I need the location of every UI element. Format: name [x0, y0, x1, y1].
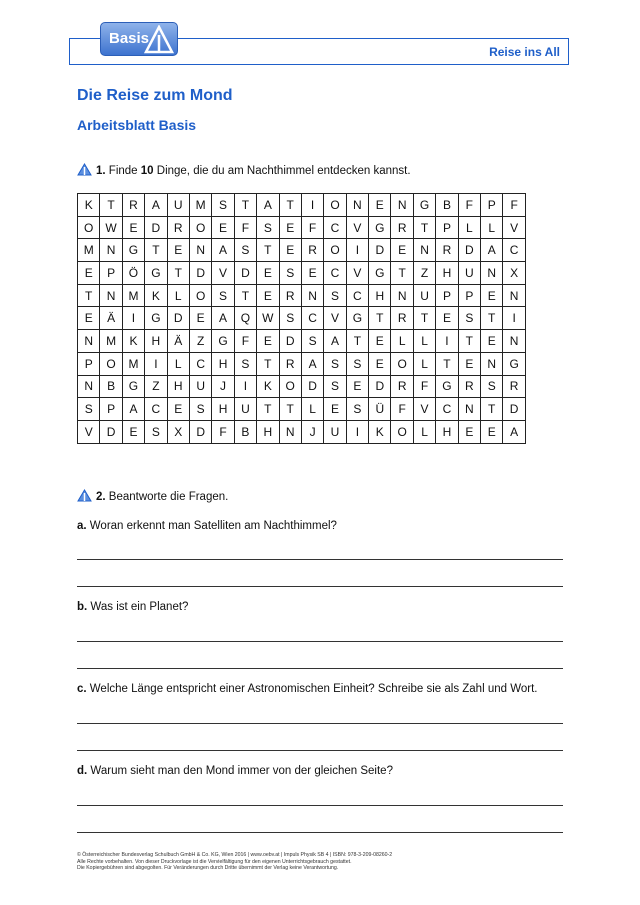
grid-cell[interactable]: P — [436, 216, 458, 239]
question-label: d. — [77, 765, 88, 777]
grid-cell[interactable]: C — [145, 398, 167, 421]
grid-row — [78, 194, 526, 217]
grid-cell[interactable]: E — [122, 420, 144, 443]
grid-cell[interactable]: N — [78, 330, 100, 353]
grid-cell[interactable]: E — [189, 307, 211, 330]
grid-cell[interactable]: N — [189, 239, 211, 262]
grid-cell[interactable]: E — [458, 352, 480, 375]
question-b — [77, 601, 188, 613]
grid-cell[interactable]: R — [391, 307, 413, 330]
grid-cell[interactable]: M — [78, 239, 100, 262]
grid-cell[interactable]: E — [122, 216, 144, 239]
level-triangle-icon — [77, 489, 92, 502]
grid-cell[interactable]: T — [234, 194, 256, 217]
grid-cell[interactable]: E — [391, 239, 413, 262]
answer-line[interactable] — [77, 832, 563, 833]
grid-cell[interactable]: T — [391, 262, 413, 285]
grid-cell[interactable]: N — [100, 239, 122, 262]
grid-cell[interactable]: D — [279, 330, 301, 353]
level-triangle-icon — [77, 163, 92, 176]
grid-cell[interactable]: J — [301, 420, 323, 443]
grid-cell[interactable]: S — [212, 284, 234, 307]
question-text: Woran erkennt man Satelliten am Nachthimmel? — [86, 520, 337, 532]
grid-cell[interactable]: L — [167, 284, 189, 307]
grid-cell[interactable]: L — [413, 352, 435, 375]
grid-cell[interactable]: I — [436, 330, 458, 353]
grid-cell[interactable]: I — [346, 239, 368, 262]
grid-cell[interactable]: M — [189, 194, 211, 217]
grid-cell[interactable]: G — [369, 262, 391, 285]
grid-row — [78, 262, 526, 285]
footer-line: Die Kopiergebühren sind abgegolten. Für Veränderungen durch Dritte übernimmt der Verlag keine Verantwortung. — [77, 865, 339, 871]
grid-cell[interactable]: H — [436, 262, 458, 285]
grid-cell[interactable]: F — [458, 194, 480, 217]
task-1-text-pre: Finde — [108, 165, 141, 177]
grid-cell[interactable]: T — [279, 398, 301, 421]
question-text: Welche Länge entspricht einer Astronomischen Einheit? Schreibe sie als Zahl und Wort. — [86, 683, 538, 695]
grid-cell[interactable]: L — [458, 216, 480, 239]
grid-cell[interactable]: T — [145, 239, 167, 262]
grid-cell[interactable]: C — [324, 262, 346, 285]
grid-cell[interactable]: P — [78, 352, 100, 375]
answer-line[interactable] — [77, 668, 563, 669]
grid-cell[interactable]: Ä — [100, 307, 122, 330]
grid-cell[interactable]: G — [212, 330, 234, 353]
grid-cell[interactable]: G — [369, 216, 391, 239]
grid-cell[interactable]: P — [100, 262, 122, 285]
grid-cell[interactable]: N — [503, 330, 525, 353]
basis-badge — [100, 22, 178, 56]
grid-cell[interactable]: F — [301, 216, 323, 239]
grid-cell[interactable]: P — [458, 284, 480, 307]
grid-cell[interactable]: R — [279, 352, 301, 375]
grid-cell[interactable]: T — [436, 352, 458, 375]
grid-cell[interactable]: T — [167, 262, 189, 285]
word-search-grid — [77, 193, 526, 444]
grid-cell[interactable]: Q — [234, 307, 256, 330]
grid-cell[interactable]: G — [503, 352, 525, 375]
grid-cell[interactable]: X — [167, 420, 189, 443]
grid-cell[interactable]: E — [257, 284, 279, 307]
grid-cell[interactable]: O — [391, 352, 413, 375]
task-1-text-post: Dinge, die du am Nachthimmel entdecken kannst. — [153, 165, 411, 177]
grid-cell[interactable]: D — [369, 375, 391, 398]
grid-cell[interactable]: P — [481, 194, 503, 217]
grid-cell[interactable]: S — [346, 398, 368, 421]
grid-cell[interactable]: V — [78, 420, 100, 443]
grid-cell[interactable]: S — [257, 216, 279, 239]
grid-cell[interactable]: G — [413, 194, 435, 217]
grid-cell[interactable]: D — [503, 398, 525, 421]
grid-cell[interactable]: T — [78, 284, 100, 307]
question-c — [77, 683, 537, 695]
question-d — [77, 765, 393, 777]
grid-cell[interactable]: G — [346, 307, 368, 330]
grid-cell[interactable]: Ä — [167, 330, 189, 353]
grid-cell[interactable]: N — [346, 194, 368, 217]
grid-row — [78, 375, 526, 398]
task-1-number: 1. — [96, 165, 106, 177]
question-text: Was ist ein Planet? — [87, 601, 189, 613]
grid-row — [78, 239, 526, 262]
answer-line[interactable] — [77, 586, 563, 587]
grid-cell[interactable]: T — [413, 216, 435, 239]
grid-cell[interactable]: V — [212, 262, 234, 285]
grid-cell[interactable]: E — [78, 307, 100, 330]
footer — [77, 852, 392, 872]
task-2-number: 2. — [96, 491, 106, 503]
grid-cell[interactable]: I — [122, 307, 144, 330]
grid-cell[interactable]: E — [167, 239, 189, 262]
grid-cell[interactable]: D — [100, 420, 122, 443]
grid-cell[interactable]: O — [100, 352, 122, 375]
grid-cell[interactable]: M — [100, 330, 122, 353]
grid-cell[interactable]: U — [189, 375, 211, 398]
grid-cell[interactable]: D — [458, 239, 480, 262]
grid-cell[interactable]: Z — [413, 262, 435, 285]
grid-cell[interactable]: S — [78, 398, 100, 421]
grid-cell[interactable]: D — [301, 375, 323, 398]
grid-row — [78, 216, 526, 239]
grid-cell[interactable]: C — [436, 398, 458, 421]
grid-cell[interactable]: N — [391, 194, 413, 217]
grid-cell[interactable]: G — [145, 307, 167, 330]
badge-label: Basis — [109, 30, 150, 47]
grid-cell[interactable]: L — [391, 330, 413, 353]
grid-cell[interactable]: T — [458, 330, 480, 353]
grid-cell[interactable]: A — [212, 239, 234, 262]
grid-cell[interactable]: W — [100, 216, 122, 239]
grid-cell[interactable]: M — [122, 284, 144, 307]
grid-cell[interactable]: V — [346, 216, 368, 239]
grid-cell[interactable]: E — [369, 194, 391, 217]
grid-cell[interactable]: D — [167, 307, 189, 330]
grid-cell[interactable]: S — [481, 375, 503, 398]
page-subtitle: Arbeitsblatt Basis — [77, 117, 197, 133]
task-2-text: Beantworte die Fragen. — [105, 491, 229, 503]
grid-cell[interactable]: T — [346, 330, 368, 353]
grid-cell[interactable]: E — [279, 216, 301, 239]
grid-cell[interactable]: H — [436, 420, 458, 443]
grid-cell[interactable]: K — [78, 194, 100, 217]
grid-cell[interactable]: Ö — [122, 262, 144, 285]
grid-row — [78, 330, 526, 353]
grid-cell[interactable]: H — [145, 330, 167, 353]
grid-cell[interactable]: I — [145, 352, 167, 375]
grid-cell[interactable]: F — [503, 194, 525, 217]
grid-cell[interactable]: N — [458, 398, 480, 421]
task-2-instruction — [77, 489, 228, 503]
grid-cell[interactable]: L — [167, 352, 189, 375]
grid-cell[interactable]: B — [234, 420, 256, 443]
grid-cell[interactable]: Z — [189, 330, 211, 353]
grid-cell[interactable]: T — [413, 307, 435, 330]
task-1-count: 10 — [140, 165, 154, 177]
grid-cell[interactable]: T — [481, 398, 503, 421]
grid-cell[interactable]: O — [279, 375, 301, 398]
grid-cell[interactable]: S — [279, 262, 301, 285]
grid-cell[interactable]: D — [189, 262, 211, 285]
grid-cell[interactable]: R — [391, 216, 413, 239]
question-label: b. — [77, 601, 88, 613]
grid-cell[interactable]: S — [324, 352, 346, 375]
grid-cell[interactable]: U — [167, 194, 189, 217]
grid-cell[interactable]: D — [234, 262, 256, 285]
grid-cell[interactable]: E — [481, 330, 503, 353]
grid-cell[interactable]: E — [301, 262, 323, 285]
footer-line: Alle Rechte vorbehalten. Von dieser Druckvorlage ist die Vervielfältigung für den eigenen Unterrichtsgebrauch gestattet. — [77, 858, 352, 865]
grid-cell[interactable]: T — [481, 307, 503, 330]
grid-cell[interactable]: B — [436, 194, 458, 217]
grid-cell[interactable]: R — [122, 194, 144, 217]
grid-cell[interactable]: U — [413, 284, 435, 307]
answer-line[interactable] — [77, 750, 563, 751]
grid-cell[interactable]: C — [324, 216, 346, 239]
grid-cell[interactable]: O — [78, 216, 100, 239]
grid-cell[interactable]: O — [324, 239, 346, 262]
grid-cell[interactable]: F — [212, 420, 234, 443]
grid-cell[interactable]: N — [391, 284, 413, 307]
answer-line[interactable] — [77, 641, 563, 642]
grid-cell[interactable]: G — [122, 375, 144, 398]
grid-cell[interactable]: K — [257, 375, 279, 398]
grid-cell[interactable]: E — [369, 330, 391, 353]
grid-cell[interactable]: E — [279, 239, 301, 262]
grid-cell[interactable]: C — [503, 239, 525, 262]
grid-cell[interactable]: B — [100, 375, 122, 398]
grid-cell[interactable]: E — [481, 420, 503, 443]
grid-cell[interactable]: S — [145, 420, 167, 443]
section-title: Reise ins All — [489, 45, 560, 59]
grid-cell[interactable]: T — [257, 239, 279, 262]
grid-cell[interactable]: D — [369, 239, 391, 262]
grid-cell[interactable]: R — [436, 239, 458, 262]
grid-cell[interactable]: E — [324, 398, 346, 421]
footer-line: © Österreichischer Bundesverlag Schulbuch GmbH & Co. KG, Wien 2016 | www.oebv.at | Impuls Physik SB 4 | ISBN: 978-3-209-08260-2 — [77, 852, 393, 858]
grid-cell[interactable]: N — [100, 284, 122, 307]
grid-cell[interactable]: S — [346, 352, 368, 375]
grid-row — [78, 284, 526, 307]
grid-cell[interactable]: T — [100, 194, 122, 217]
grid-cell[interactable]: S — [324, 284, 346, 307]
grid-cell[interactable]: E — [369, 352, 391, 375]
grid-cell[interactable]: K — [122, 330, 144, 353]
grid-cell[interactable]: T — [279, 194, 301, 217]
grid-cell[interactable]: I — [234, 375, 256, 398]
task-1-instruction — [77, 163, 411, 177]
grid-cell[interactable]: U — [324, 420, 346, 443]
question-label: c. — [77, 683, 87, 695]
grid-cell[interactable]: X — [503, 262, 525, 285]
grid-cell[interactable]: N — [301, 284, 323, 307]
grid-cell[interactable]: H — [369, 284, 391, 307]
grid-cell[interactable]: L — [301, 398, 323, 421]
grid-cell[interactable]: R — [301, 239, 323, 262]
grid-cell[interactable]: A — [481, 239, 503, 262]
grid-cell[interactable]: O — [324, 194, 346, 217]
grid-cell[interactable]: A — [301, 352, 323, 375]
grid-cell[interactable]: E — [346, 375, 368, 398]
grid-cell[interactable]: E — [257, 330, 279, 353]
grid-cell[interactable]: N — [481, 352, 503, 375]
answer-line[interactable] — [77, 723, 563, 724]
grid-cell[interactable]: E — [167, 398, 189, 421]
grid-cell[interactable]: C — [301, 307, 323, 330]
grid-row — [78, 420, 526, 443]
grid-cell[interactable]: V — [324, 307, 346, 330]
grid-cell[interactable]: I — [503, 307, 525, 330]
grid-cell[interactable]: H — [212, 398, 234, 421]
grid-cell[interactable]: S — [279, 307, 301, 330]
grid-cell[interactable]: E — [257, 262, 279, 285]
grid-cell[interactable]: S — [458, 307, 480, 330]
grid-cell[interactable]: A — [212, 307, 234, 330]
grid-cell[interactable]: P — [100, 398, 122, 421]
question-label: a. — [77, 520, 87, 532]
grid-cell[interactable]: O — [189, 216, 211, 239]
grid-cell[interactable]: H — [257, 420, 279, 443]
grid-cell[interactable]: L — [413, 330, 435, 353]
grid-cell[interactable]: R — [167, 216, 189, 239]
grid-cell[interactable]: N — [481, 262, 503, 285]
grid-cell[interactable]: A — [324, 330, 346, 353]
grid-cell[interactable]: A — [503, 420, 525, 443]
question-text: Warum sieht man den Mond immer von der gleichen Seite? — [87, 765, 393, 777]
grid-cell[interactable]: C — [346, 284, 368, 307]
grid-cell[interactable]: E — [458, 420, 480, 443]
grid-cell[interactable]: H — [167, 375, 189, 398]
grid-cell[interactable]: D — [189, 420, 211, 443]
grid-cell[interactable]: D — [145, 216, 167, 239]
grid-cell[interactable]: N — [78, 375, 100, 398]
grid-row — [78, 398, 526, 421]
grid-cell[interactable]: W — [257, 307, 279, 330]
grid-cell[interactable]: Ü — [369, 398, 391, 421]
grid-cell[interactable]: E — [78, 262, 100, 285]
grid-cell[interactable]: Z — [145, 375, 167, 398]
grid-cell[interactable]: R — [279, 284, 301, 307]
grid-cell[interactable]: S — [324, 375, 346, 398]
grid-cell[interactable]: E — [436, 307, 458, 330]
grid-cell[interactable]: A — [145, 194, 167, 217]
grid-cell[interactable]: U — [234, 398, 256, 421]
grid-cell[interactable]: S — [189, 398, 211, 421]
grid-row — [78, 307, 526, 330]
page-title: Die Reise zum Mond — [77, 87, 233, 104]
grid-cell[interactable]: T — [234, 284, 256, 307]
grid-cell[interactable]: C — [189, 352, 211, 375]
grid-cell[interactable]: L — [413, 420, 435, 443]
grid-cell[interactable]: K — [145, 284, 167, 307]
grid-cell[interactable]: I — [301, 194, 323, 217]
grid-cell[interactable]: T — [257, 352, 279, 375]
grid-cell[interactable]: E — [212, 216, 234, 239]
grid-cell[interactable]: F — [391, 398, 413, 421]
grid-cell[interactable]: E — [481, 284, 503, 307]
grid-cell[interactable]: M — [122, 352, 144, 375]
grid-cell[interactable]: O — [189, 284, 211, 307]
grid-cell[interactable]: T — [257, 398, 279, 421]
grid-cell[interactable]: S — [234, 352, 256, 375]
grid-cell[interactable]: A — [257, 194, 279, 217]
grid-cell[interactable]: V — [503, 216, 525, 239]
grid-cell[interactable]: R — [503, 375, 525, 398]
grid-cell[interactable]: I — [346, 420, 368, 443]
grid-cell[interactable]: N — [279, 420, 301, 443]
grid-cell[interactable]: G — [436, 375, 458, 398]
answer-line[interactable] — [77, 559, 563, 560]
grid-cell[interactable]: F — [234, 216, 256, 239]
grid-cell[interactable]: S — [234, 239, 256, 262]
grid-cell[interactable]: K — [369, 420, 391, 443]
grid-cell[interactable]: V — [413, 398, 435, 421]
grid-cell[interactable]: F — [234, 330, 256, 353]
grid-cell[interactable]: V — [346, 262, 368, 285]
grid-cell[interactable]: G — [145, 262, 167, 285]
grid-cell[interactable]: N — [503, 284, 525, 307]
grid-cell[interactable]: S — [212, 194, 234, 217]
grid-cell[interactable]: U — [458, 262, 480, 285]
answer-line[interactable] — [77, 805, 563, 806]
question-a — [77, 520, 337, 532]
grid-cell[interactable]: P — [436, 284, 458, 307]
grid-cell[interactable]: R — [458, 375, 480, 398]
grid-cell[interactable]: S — [301, 330, 323, 353]
pyramid-logo-icon — [144, 25, 174, 54]
grid-cell[interactable]: N — [413, 239, 435, 262]
grid-row — [78, 352, 526, 375]
grid-cell[interactable]: F — [413, 375, 435, 398]
grid-cell[interactable]: H — [212, 352, 234, 375]
grid-cell[interactable]: A — [122, 398, 144, 421]
grid-cell[interactable]: R — [391, 375, 413, 398]
grid-cell[interactable]: J — [212, 375, 234, 398]
grid-cell[interactable]: L — [481, 216, 503, 239]
grid-cell[interactable]: O — [391, 420, 413, 443]
grid-cell[interactable]: G — [122, 239, 144, 262]
grid-cell[interactable]: T — [369, 307, 391, 330]
